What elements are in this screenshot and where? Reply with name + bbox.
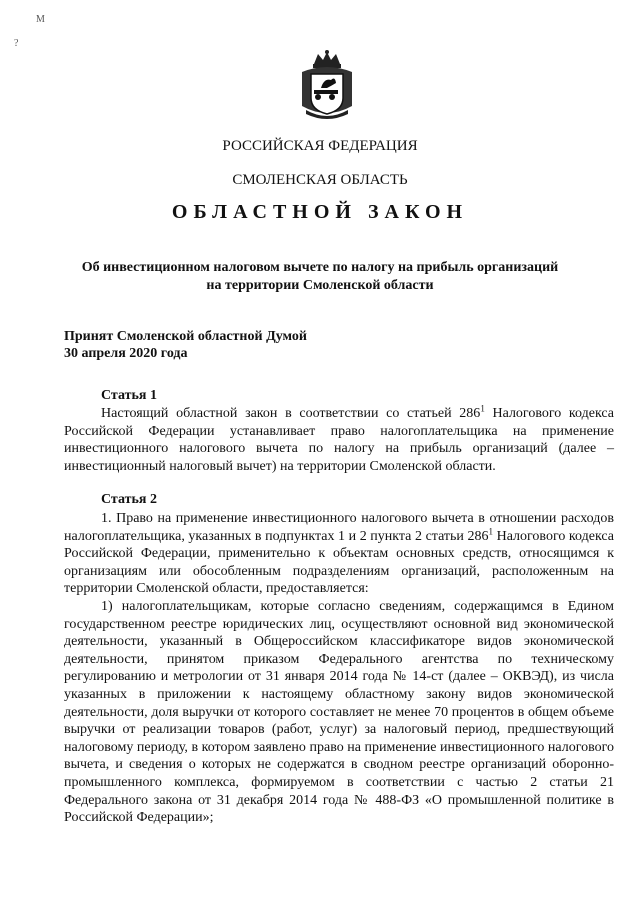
region-heading: СМОЛЕНСКАЯ ОБЛАСТЬ xyxy=(232,172,408,188)
article-2-body xyxy=(64,510,614,827)
law-title-line-1: Об инвестиционном налоговом вычете по налогу на прибыль организаций xyxy=(81,260,559,275)
article-1-body xyxy=(64,405,614,475)
article-1-title: Статья 1 xyxy=(101,388,157,403)
federation-heading: РОССИЙСКАЯ ФЕДЕРАЦИЯ xyxy=(222,138,418,154)
handwritten-mark-top: М xyxy=(36,14,45,25)
article-2-p1-text-start: 1. Право на применение инвестиционного налогового вычета в отношении расходов налогоплательщика, указанных в подпунктах 1 и 2 пункта 2 статьи 286 xyxy=(64,511,614,544)
article-2-superscript: 1 xyxy=(488,525,494,536)
article-2-paragraph-1 xyxy=(64,510,614,598)
article-1-text-end: Налогового кодекса Российской Федерации устанавливает право налогоплательщика на применение инвестиционного налогового вычета по налогу на прибыль организаций (далее – инвестиционный налоговый вычет) на территории Смоленской области. xyxy=(64,406,614,474)
acceptance-note xyxy=(64,328,307,362)
article-1-text-start: Настоящий областной закон в соответствии со статьей 286 xyxy=(101,406,481,421)
handwritten-mark-side: ? xyxy=(14,38,19,49)
smolensk-coat-of-arms-icon xyxy=(298,50,356,120)
law-title xyxy=(0,259,640,295)
article-1-paragraph xyxy=(64,405,614,475)
article-2-p1-text-end: Налогового кодекса Российской Федерации, применительно к объектам основных средств, относящимся к организациям или обособленным подразделениям организаций, расположенным на территории Смоленской области, предоставляется: xyxy=(64,528,615,597)
law-title-line-2: на территории Смоленской области xyxy=(206,278,434,293)
acceptance-body: Принят Смоленской областной Думой xyxy=(64,329,307,344)
article-1-superscript: 1 xyxy=(480,403,485,414)
article-2-title: Статья 2 xyxy=(101,492,157,507)
acceptance-date: 30 апреля 2020 года xyxy=(64,346,188,361)
document-type-heading: ОБЛАСТНОЙ ЗАКОН xyxy=(171,201,469,223)
article-2-paragraph-2: 1) налогоплательщикам, которые согласно сведениям, содержащимся в Едином государственном реестре юридических лиц, осуществляют основной вид экономической деятельности, указанный в Общероссийском классификаторе видов экономической деятельности, принятом приказом Федерального агентства по техническому регулированию и метрологии от 31 января 2014 года № 14-ст (далее – ОКВЭД), из числа указанных в приложении к настоящему областному закону видов экономической деятельности, доля выручки от которого составляет не менее 70 процентов в общем объеме выручки от реализации товаров (работ, услуг) за налоговый период, предшествующий налоговому периоду, в котором заявлено право на применение инвестиционного налогового вычета, и сведения о которых не содержатся в сводном реестре организаций оборонно-промышленного комплекса, формируемом в соответствии с частью 2 статьи 21 Федерального закона от 31 декабря 2014 года № 488-ФЗ «О промышленной политике в Российской Федерации»; xyxy=(64,598,614,826)
